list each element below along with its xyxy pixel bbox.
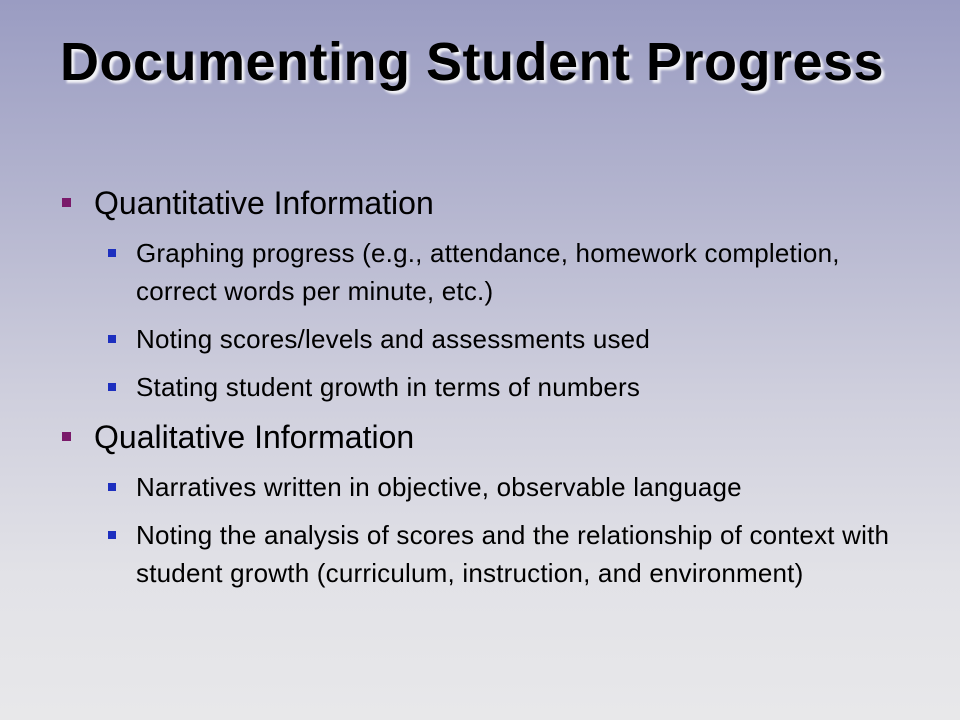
sub-bullet-item — [60, 516, 920, 592]
sub-bullet-text: Narratives written in objective, observable language — [136, 472, 742, 502]
sub-bullet-item — [60, 234, 920, 310]
sub-bullet-list — [60, 468, 920, 592]
slide-title: Documenting Student Progress — [60, 32, 885, 92]
square-bullet-icon — [108, 483, 116, 491]
sub-bullet-text: Stating student growth in terms of numbers — [136, 372, 641, 402]
sub-bullet-text: Noting the analysis of scores and the relationship of context with student growth (curriculum, instruction, and environment) — [136, 520, 890, 588]
section-heading-text: Qualitative Information — [94, 419, 415, 455]
sub-bullet-item — [60, 320, 920, 358]
section-heading-text: Quantitative Information — [94, 185, 434, 221]
section-quantitative — [60, 182, 920, 406]
sub-bullet-text: Graphing progress (e.g., attendance, homework completion, correct words per minute, etc.) — [136, 238, 840, 306]
square-bullet-icon — [62, 432, 71, 441]
section-qualitative — [60, 416, 920, 592]
bullet-content — [60, 182, 920, 602]
section-heading — [60, 182, 920, 224]
square-bullet-icon — [108, 335, 116, 343]
square-bullet-icon — [62, 198, 71, 207]
square-bullet-icon — [108, 383, 116, 391]
sub-bullet-text: Noting scores/levels and assessments used — [136, 324, 651, 354]
sub-bullet-item — [60, 368, 920, 406]
square-bullet-icon — [108, 531, 116, 539]
sub-bullet-item — [60, 468, 920, 506]
sub-bullet-list — [60, 234, 920, 406]
section-heading — [60, 416, 920, 458]
square-bullet-icon — [108, 249, 116, 257]
